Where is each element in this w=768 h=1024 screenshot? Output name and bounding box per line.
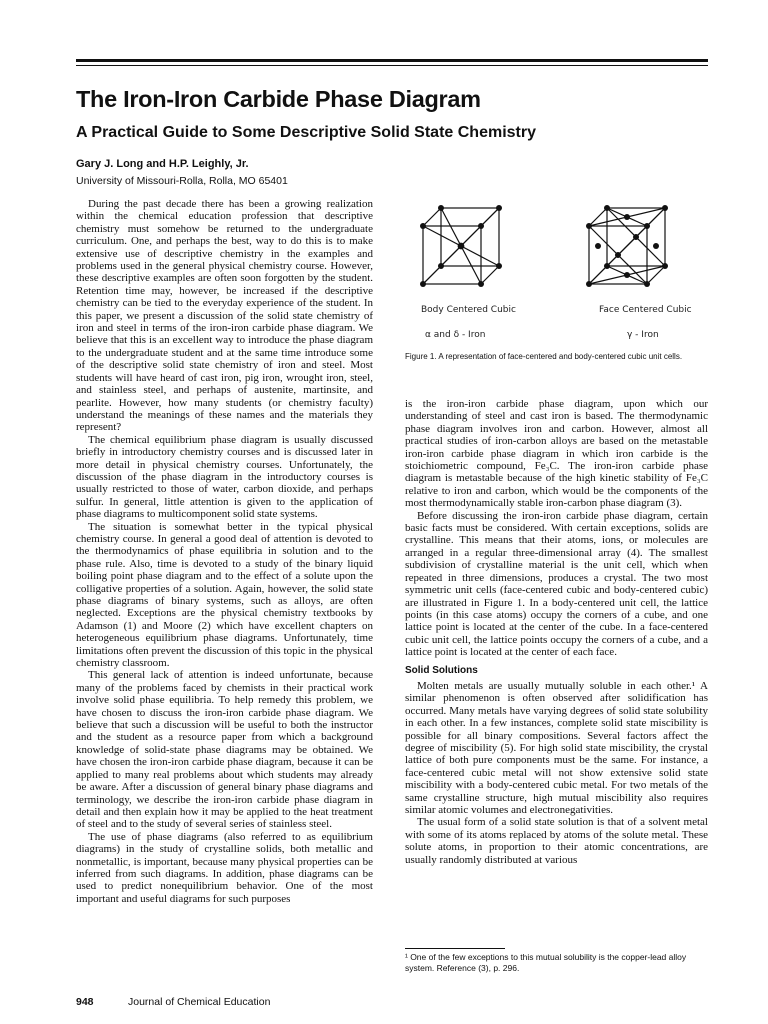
paragraph: The use of phase diagrams (also referred to as equilibrium diagrams) in the study of crystalline solids, both metallic and nonmetallic, is important, because many physical properties can be inferred from such diagrams. In addition, phase diagrams can be used to predict nonequilibrium behavior. One of the most important and useful diagrams for such purposes [76,830,373,905]
fcc-unit-cell-diagram [405,200,708,300]
bcc-sublabel: α and δ - Iron [425,330,486,340]
left-column [76,198,373,983]
top-rule-thick [76,59,708,62]
paragraph: Before discussing the iron-iron carbide phase diagram, certain basic facts must be considered. With certain exceptions, solids are crystalline. This means that their atoms, ions, or molecules are arranged in a regular three-dimensional array (4). The smallest subdivision of crystalline material is the unit cell, which when repeated in three dimensions, produces a crystal. The two most symmetric unit cells (face-centered cubic and body-centered cubic) are illustrated in Figure 1. In a body-centered unit cell, the lattice points (in this case atoms) occupy the corners of a cube, and one lattice point is located at the center of the cube. In a face-centered cubic unit cell, the lattice points occupy the corners of a cube, and a lattice point is located at the center of each face. [405,509,708,659]
paragraph: Molten metals are usually mutually soluble in each other.¹ A similar phenomenon is often observed after solidification has occurred. Many metals have varying degrees of solid state solubility in each other. In a few instances, complete solid state miscibility is possible for all binary compositions. Several factors affect the degree of miscibility (5). For high solid state miscibility, the crystal lattice of both pure components must be the same. For instance, a face-centered cubic metal will not show extensive solid state miscibility with a body-centered cubic metal. For two metals of the same crystalline structure, high mutual miscibility also requires similar atomic volumes and electronegativities. [405,679,708,816]
figure-caption: Figure 1. A representation of face-centered and body-centered cubic unit cells. [405,352,683,361]
journal-name: Journal of Chemical Education [128,996,271,1008]
figure-1 [405,198,708,378]
fcc-label: Face Centered Cubic [599,305,692,315]
article-subtitle: A Practical Guide to Some Descriptive Solid State Chemistry [76,124,536,141]
article-title: The Iron-Iron Carbide Phase Diagram [76,86,481,112]
paragraph: The situation is somewhat better in the typical physical chemistry course. In general a good deal of attention is devoted to the thermodynamics of phase equilibria in solution and to the phase rule. Also, time is devoted to a study of the binary liquid boiling point phase diagram and to the effect of a solute upon the colligative properties of a solution. Again, however, the solid state phase diagrams of binary systems, such as alloys, are often neglected. Exceptions are the physical chemistry textbooks by Adamson (1) and Moore (2) which have excellent chapters on heterogeneous equilibrium phase diagrams. Unfortunately, time limitations often prevent the discussion of this topic in the physical chemistry classroom. [76,520,373,670]
footnote: ¹ One of the few exceptions to this mutual solubility is the copper-lead alloy system. Reference (3), p. 296. [405,952,687,973]
article-authors: Gary J. Long and H.P. Leighly, Jr. [76,158,249,170]
right-column [405,398,708,946]
bcc-label: Body Centered Cubic [421,305,516,315]
paragraph: This general lack of attention is indeed unfortunate, because many of the problems faced by chemists in their practical work involve solid phase equilibria. To help remedy this problem, we have chosen to discuss the iron-iron carbide phase diagram. We believe that such a discussion will be useful to both the instructor and the student as a resource paper from which a background knowledge of solid-state phase diagrams may be obtained. We have chosen the iron-iron carbide phase diagram, because it can be applied to many real problems about which students may already be aware. After a discussion of general binary phase diagrams and terminology, we describe the iron-iron carbide phase diagram in detail and then explain how it may be applied to the heat treatment of steel and to the study of several series of stainless steel. [76,669,373,831]
paragraph: The chemical equilibrium phase diagram is usually discussed briefly in introductory chemistry courses and is discussed later in more detail in physical chemistry courses. Unfortunately, the discussion of the phase diagram in the introductory courses is usually restricted to those of water, carbon dioxide, and perhaps sulfur. In general, little attention is given to the application of phase diagrams to multicomponent solid state systems. [76,433,373,521]
article-affiliation: University of Missouri-Rolla, Rolla, MO 65401 [76,175,288,187]
top-rule-thin [76,65,708,66]
paragraph: The usual form of a solid state solution is that of a solvent metal with some of its atoms replaced by atoms of the solute metal. These solute atoms, in proportion to their atomic concentrations, are usually randomly distributed at various [405,816,708,866]
footnote-divider [405,948,505,949]
paragraph: is the iron-iron carbide phase diagram, upon which our understanding of steel and cast iron is based. The thermodynamic phase diagram involves iron and carbon. However, almost all practical studies of iron-carbon alloys are based on the metastable iron-iron carbide phase diagram in which iron carbide is the stoichiometric compound, Fe₃C. The iron-iron carbide phase diagram is metastable because of the high kinetic stability of Fe₃C relative to iron and carbon, which would be the components of the most thermodynamically stable iron-carbon phase diagram (3). [405,398,708,510]
paragraph: During the past decade there has been a growing realization within the chemical education profession that descriptive chemistry must somehow be returned to the undergraduate curriculum. One, and perhaps the best, way to do this is to make extensive use of descriptive chemistry in the examples and problems used in the general physical chemistry course. However, these descriptive examples are often soon forgotten by the student. Retention time may, however, be increased if the descriptive chemistry can be tied to the everyday experience of the student. In this paper, we present a discussion of the solid state chemistry of iron and steel in terms of the iron-iron carbide phase diagram. We believe that this is an excellent way to introduce the phase diagram to the undergraduate student and at the same time introduce some of the descriptive solid state chemistry of iron and steel. Most students will have heard of cast iron, pig iron, wrought iron, steel, and stainless steel, and perhaps of austenite, martinsite, and pearlite. However, how many students (or chemistry faculty) understand the meanings of these names and the materials they represent? [76,198,373,434]
fcc-sublabel: γ - Iron [627,330,659,340]
section-heading: Solid Solutions [405,664,478,676]
page-number: 948 [76,996,94,1008]
